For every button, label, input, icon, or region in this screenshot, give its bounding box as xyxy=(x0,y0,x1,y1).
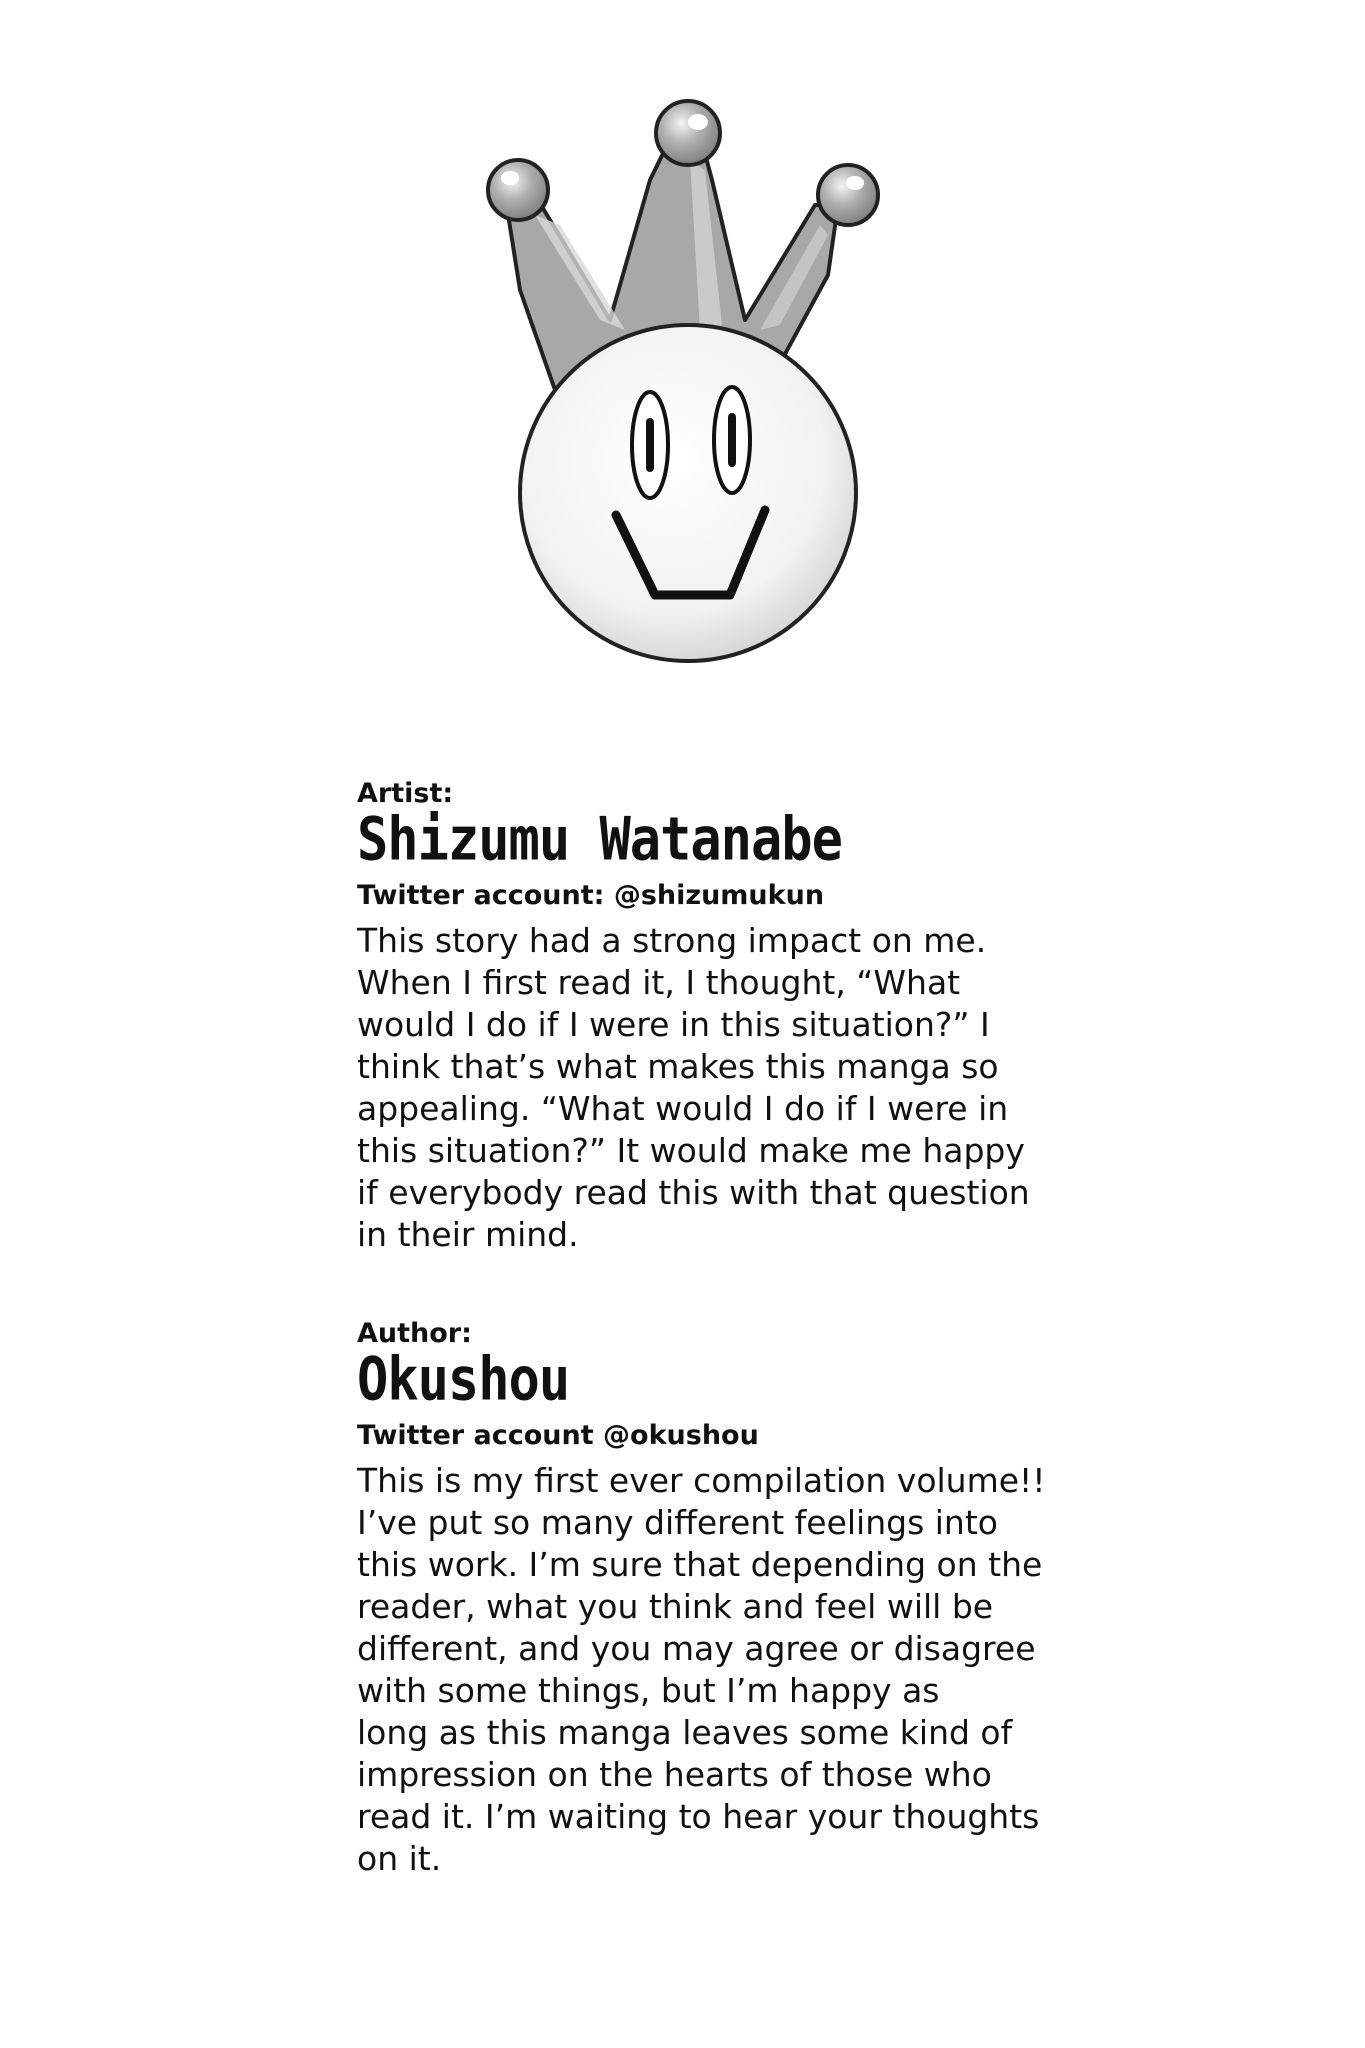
author-section xyxy=(357,1318,1117,1880)
author-message: This is my first ever compilation volume!! I’ve put so many different feelings into this work. I’m sure that depending on the reader, what you think and feel will be different, and you may agree or disagree with some things, but I’m happy as long as this manga leaves some kind of impression on the hearts of those who read it. I’m waiting to hear your thoughts on it. xyxy=(357,1461,1046,1878)
smiley-face-icon xyxy=(520,325,856,661)
author-role-label: Author: xyxy=(357,1318,472,1349)
crown-mascot-illustration xyxy=(0,0,1365,700)
artist-section xyxy=(357,778,1117,1256)
artist-role-label: Artist: xyxy=(357,778,454,809)
author-name: Okushou xyxy=(357,1345,570,1415)
artist-twitter-account: Twitter account: @shizumukun xyxy=(357,880,825,911)
artist-message: This story had a strong impact on me. When I first read it, I thought, “What would I do if I were in this situation?” I think that’s what makes this manga so appealing. “What would I do if I were in this situation?” It would make me happy if everybody read this with that question in their mind. xyxy=(357,921,1030,1254)
artist-name: Shizumu Watanabe xyxy=(357,805,842,875)
author-twitter-account: Twitter account @okushou xyxy=(357,1420,759,1451)
